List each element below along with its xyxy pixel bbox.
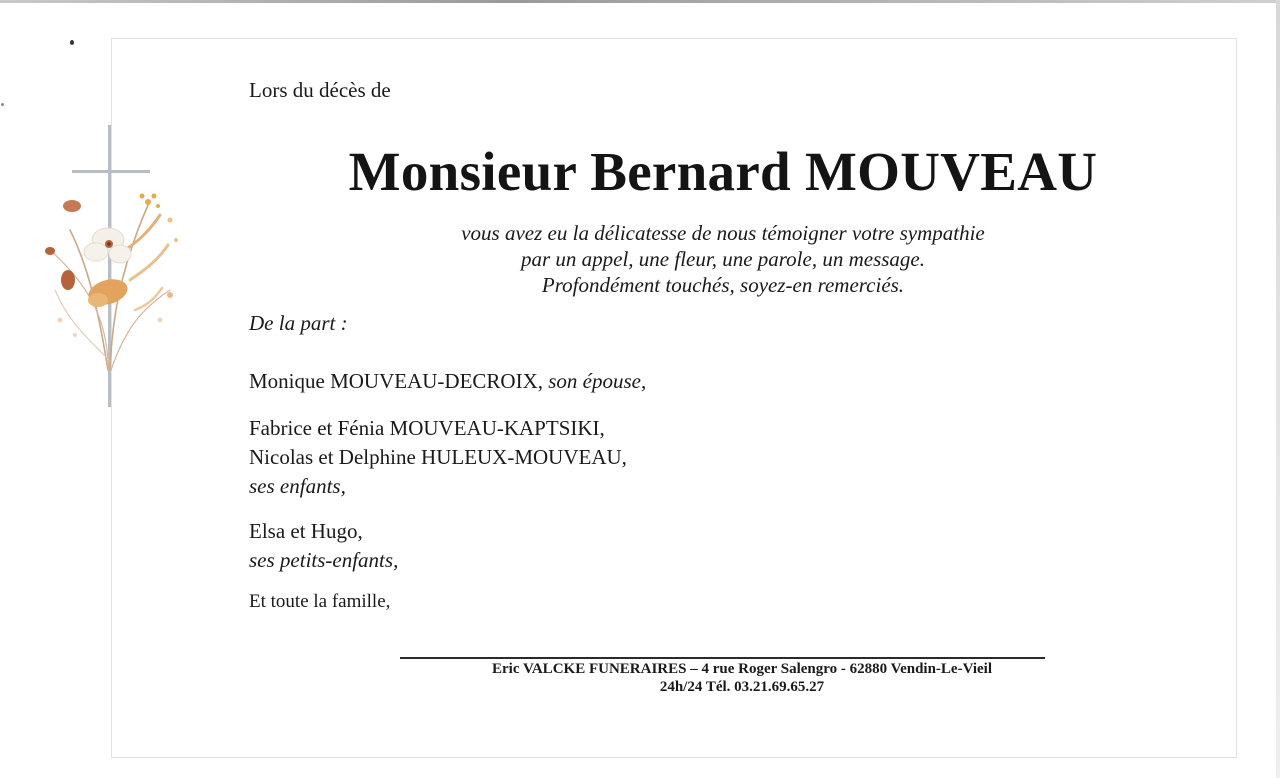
deceased-name: Monsieur Bernard MOUVEAU: [348, 141, 1098, 202]
child-line-2: Nicolas et Delphine HULEUX-MOUVEAU,: [249, 445, 627, 469]
child-line-1: Fabrice et Fénia MOUVEAU-KAPTSIKI,: [249, 416, 605, 440]
spouse-role: son épouse,: [542, 369, 647, 393]
footer-divider: [400, 657, 1045, 659]
funeral-home-phone: 24h/24 Tél. 03.21.69.65.27: [659, 679, 825, 695]
from-label: De la part :: [249, 311, 348, 335]
funeral-home-address: Eric VALCKE FUNERAIRES – 4 rue Roger Salengro - 62880 Vendin-Le-Vieil: [491, 661, 993, 677]
scan-speck: [1, 103, 4, 106]
intro-text: Lors du décès de: [249, 78, 391, 102]
scan-speck: [70, 40, 74, 45]
grandchildren-role: ses petits-enfants,: [249, 548, 399, 572]
spouse-line: [249, 369, 646, 394]
sympathy-line-1: vous avez eu la délicatesse de nous témoigner votre sympathie: [461, 221, 985, 245]
sympathy-line-3: Profondément touchés, soyez-en remerciés.: [541, 273, 905, 297]
scan-edge-top: [0, 0, 1280, 3]
spouse-name: Monique MOUVEAU-DECROIX,: [249, 369, 543, 393]
children-role: ses enfants,: [249, 474, 346, 498]
grandchildren-line: Elsa et Hugo,: [249, 519, 363, 543]
rest-of-family: Et toute la famille,: [249, 591, 391, 612]
sympathy-line-2: par un appel, une fleur, une parole, un message.: [520, 247, 925, 271]
